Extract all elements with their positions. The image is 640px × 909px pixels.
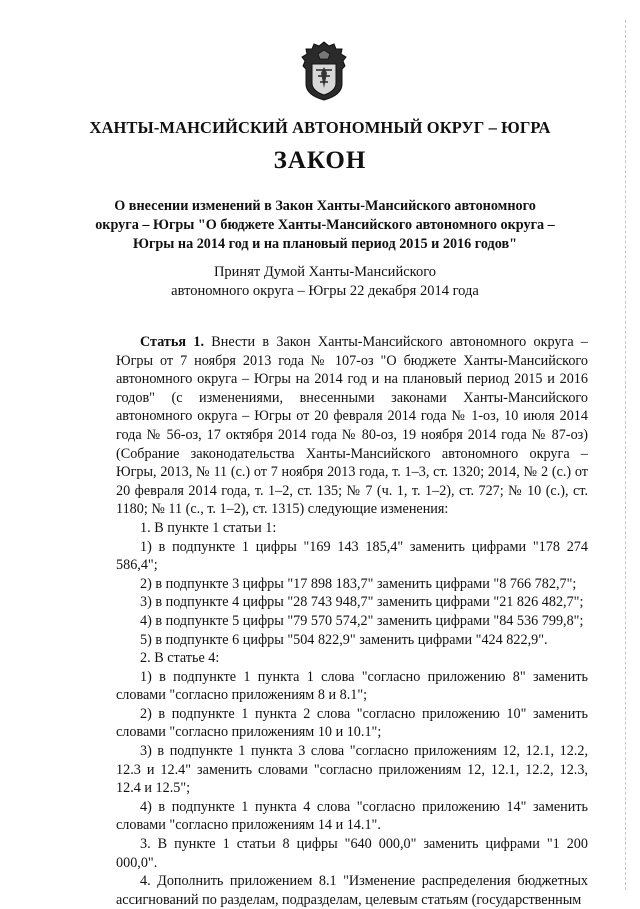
article-1-paragraph <box>116 333 588 519</box>
scan-margin-line <box>619 20 626 890</box>
subject-line-2: округа – Югры "О бюджете Ханты-Мансийского автономного округа – <box>95 217 555 233</box>
item-2-sub-4: 4) в подпункте 1 пункта 4 слова "согласно приложению 14" заменить словами "согласно приложениям 14 и 14.1". <box>116 798 588 834</box>
article-title: Статья 1. <box>140 334 204 350</box>
adoption-line-2: автономного округа – Югры 22 декабря 2014 года <box>171 283 479 299</box>
item-3: 3. В пункте 1 статьи 8 цифры "640 000,0" заменить цифрами "1 200 000,0". <box>116 836 588 871</box>
item-1: 1. В пункте 1 статьи 1: <box>140 519 277 536</box>
adoption-note <box>120 263 530 301</box>
item-1-sub-3: 3) в подпункте 4 цифры "28 743 948,7" заменить цифрами "21 826 482,7"; <box>140 594 584 611</box>
item-2-sub-1: 1) в подпункте 1 пункта 1 слова "согласно приложению 8" заменить словами "согласно приложениям 8 и 8.1"; <box>116 668 588 704</box>
item-2-sub-2: 2) в подпункте 1 пункта 2 слова "согласно приложению 10" заменить словами "согласно приложениям 10 и 10.1"; <box>116 705 588 741</box>
subject-line-1: О внесении изменений в Закон Ханты-Мансийского автономного <box>114 198 536 214</box>
item-4: 4. Дополнить приложением 8.1 "Изменение распределения бюджетных ассигнований по разделам, подразделам, целевым статьям (государственным <box>116 873 588 908</box>
item-2-sub-3: 3) в подпункте 1 пункта 3 слова "согласно приложениям 12, 12.1, 12.2, 12.3 и 12.4" заменить словами "согласно приложениям 12, 12.1, 12.2, 12.3, 12.4 и 12.5"; <box>116 743 588 797</box>
item-2: 2. В статье 4: <box>140 650 220 667</box>
item-1-sub-2: 2) в подпункте 3 цифры "17 898 183,7" заменить цифрами "8 766 782,7"; <box>140 575 577 592</box>
article-text: Внести в Закон Ханты-Мансийского автономного округа – Югры от 7 ноября 2013 года № 107-оз "О бюджете Ханты-Мансийского автономного округа – Югры на 2014 год и на плановый период 2015 и 2016 годов" (с изменениями, внесенными законами Ханты-Мансийского автономного округа – Югры от 20 февраля 2014 года № 1-оз, 10 июля 2014 года № 56-оз, 17 октября 2014 года № 80-оз, 19 ноября 2014 года № 87-оз) (Собрание законодательства Ханты-Мансийского автономного округа – Югры, 2013, № 11 (с.) от 7 ноября 2013 года, т. 1–3, ст. 1320; 2014, № 2 (с.) от 20 февраля 2014 года, т. 1–2, ст. 135; № 7 (ч. 1, т. 1–2), ст. 727; № 10 (с.), ст. 1180; № 11 (с., т. 1–2), ст. 1315) следующие изменения: <box>116 334 588 518</box>
law-subject <box>90 197 560 254</box>
document-type-heading: ЗАКОН <box>273 147 367 174</box>
region-title: ХАНТЫ-МАНСИЙСКИЙ АВТОНОМНЫЙ ОКРУГ – ЮГРА <box>89 118 551 137</box>
coat-of-arms-emblem <box>298 40 350 102</box>
item-1-sub-4: 4) в подпункте 5 цифры "79 570 574,2" заменить цифрами "84 536 799,8"; <box>140 612 584 629</box>
item-1-sub-5: 5) в подпункте 6 цифры "504 822,9" заменить цифрами "424 822,9". <box>140 631 548 648</box>
law-body <box>116 333 588 909</box>
item-1-sub-1: 1) в подпункте 1 цифры "169 143 185,4" заменить цифрами "178 274 586,4"; <box>116 538 588 574</box>
subject-line-3: Югры на 2014 год и на плановый период 2015 и 2016 годов" <box>132 236 518 252</box>
adoption-line-1: Принят Думой Ханты-Мансийского <box>213 264 437 280</box>
